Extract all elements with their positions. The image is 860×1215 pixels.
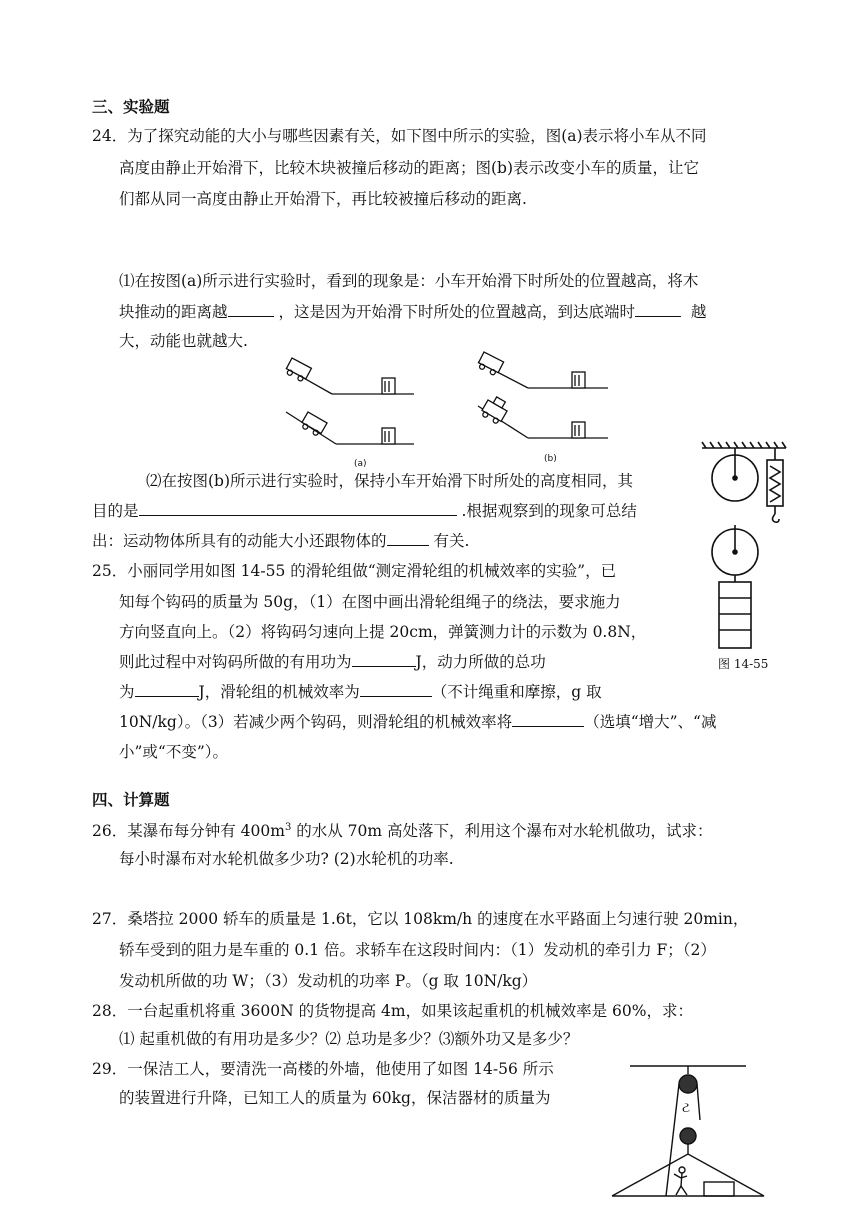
q24-part1-text-c: 越 (690, 303, 707, 321)
q26-superscript: 3 (284, 822, 292, 833)
q29-line-2: 的装置进行升降，已知工人的质量为 60kg，保洁器材的质量为 (119, 1089, 551, 1107)
q24-part1-line-3: 大，动能也就越大. (119, 332, 248, 350)
answer-blank-efficiency[interactable] (360, 682, 432, 697)
q25-text-wei: 为 (119, 683, 135, 701)
worker-head (679, 1167, 685, 1173)
svg-text:ટ: ટ (682, 1100, 691, 1116)
q24-part1-text-a: 块推动的距离越 (119, 303, 228, 321)
pulley-system-figure (698, 440, 790, 670)
q24-part2-line-2 (92, 500, 637, 522)
q25-text-total-work: J，动力所做的总功 (415, 653, 546, 671)
q27-line-2: 轿车受到的阻力是车重的 0.1 倍。求轿车在这段时间内：（1）发动机的牵引力 F；（2） (119, 941, 716, 959)
section-title-calculation: 四、计算题 (92, 791, 170, 809)
q25-line-2: 知每个钩码的质量为 50g，（1）在图中画出滑轮组绳子的绕法，要求施力 (119, 593, 621, 611)
ramp-b-bottom (478, 394, 608, 438)
answer-blank-useful-work[interactable] (352, 652, 416, 667)
lower-pulley (680, 1128, 696, 1144)
q25-text-useful-work: 则此过程中对钩码所做的有用功为 (119, 653, 352, 671)
section-title-experiment: 三、实验题 (92, 98, 170, 116)
cleaning-equipment-box (704, 1182, 734, 1196)
ramp-a-top (284, 358, 414, 394)
q26-text-b: 的水从 70m 高处落下，利用这个瀑布对水轮机做功，试求： (291, 822, 713, 841)
answer-blank-purpose[interactable] (139, 501, 457, 516)
q24-line-2: 高度由静止开始滑下，比较木块被撞后移动的距离；图(b)表示改变小车的质量，让它 (119, 159, 700, 177)
answer-blank-total-work[interactable] (135, 682, 199, 697)
ramp-b-top (477, 352, 608, 388)
q25-line-5 (119, 681, 602, 703)
q25-text-reduce: 10N/kg）。（3）若减少两个钩码，则滑轮组的机械效率将 (119, 713, 513, 731)
q25-line-1: 25．小丽同学用如图 14-55 的滑轮组做“测定滑轮组的机械效率的实验”，已 (92, 562, 617, 580)
q26-text-a: 26．某瀑布每分钟有 400m (92, 822, 285, 841)
q26-line-2: 每小时瀑布对水轮机做多少功? (2)水轮机的功率. (119, 850, 454, 868)
q27-line-3: 发动机所做的功 W；（3）发动机的功率 P。（g 取 10N/kg） (119, 972, 538, 990)
q24-part2-line-1: ⑵在按图(b)所示进行实验时，保持小车开始滑下时所处的高度相同，其 (146, 472, 634, 490)
ramp-experiment-figure (282, 348, 612, 470)
q25-text-note: （不计绳重和摩擦，g 取 (431, 683, 602, 701)
figure-label-b: (b) (544, 454, 557, 464)
q25-line-4 (119, 651, 546, 673)
figure-caption-14-55: 图 14-55 (718, 657, 769, 671)
q24-part1-line-2 (119, 301, 706, 323)
q24-part2-text-a: 目的是 (92, 502, 139, 520)
q24-part1-text-b: ，这是因为开始滑下时所处的位置越高，到达底端时 (278, 303, 635, 321)
answer-blank-change[interactable] (512, 712, 584, 727)
q25-line-6 (119, 711, 716, 733)
q28-line-1: 28．一台起重机将重 3600N 的货物提高 4m，如果该起重机的机械效率是 60%，求： (92, 1002, 693, 1020)
q25-text-options: （选填“增大”、“减 (584, 713, 717, 731)
platform-triangle (612, 1154, 764, 1196)
q24-part2-text-d: 有关. (433, 532, 470, 550)
answer-blank-mass[interactable] (387, 531, 429, 546)
q24-line-1: 24．为了探究动能的大小与哪些因素有关，如下图中所示的实验，图(a)表示将小车从不同 (92, 127, 707, 145)
q27-line-1: 27．桑塔拉 2000 轿车的质量是 1.6t，它以 108km/h 的速度在水平路面上匀速行驶 20min， (92, 910, 749, 928)
q28-line-2: ⑴ 起重机做的有用功是多少？⑵ 总功是多少？⑶额外功又是多少？ (119, 1030, 579, 1048)
q24-part2-text-b: .根据观察到的现象可总结 (461, 502, 637, 520)
top-pulley (679, 1075, 697, 1093)
q26-line-1 (92, 817, 713, 842)
q24-part2-line-3 (92, 530, 469, 552)
answer-blank-speed[interactable] (635, 302, 681, 317)
cleaning-pulley-figure (608, 1058, 768, 1204)
answer-blank-distance[interactable] (228, 302, 274, 317)
q24-part2-text-c: 出：运动物体所具有的动能大小还跟物体的 (92, 532, 387, 550)
figure-label-a: (a) (354, 459, 367, 469)
q25-text-efficiency: J，滑轮组的机械效率为 (198, 683, 360, 701)
q29-line-1: 29．一保洁工人，要清洗一高楼的外墙，他使用了如图 14-56 所示 (92, 1060, 554, 1078)
q24-line-3: 们都从同一高度由静止开始滑下，再比较被撞后移动的距离. (119, 190, 527, 208)
q24-part1-line-1: ⑴在按图(a)所示进行实验时，看到的现象是：小车开始滑下时所处的位置越高，将木 (119, 272, 699, 290)
q25-line-3: 方向竖直向上。（2）将钩码匀速向上提 20cm，弹簧测力计的示数为 0.8N， (119, 623, 647, 641)
hook-weights (719, 582, 751, 648)
q25-line-7: 小”或“不变”）。 (119, 743, 229, 761)
ramp-a-bottom (286, 412, 414, 444)
